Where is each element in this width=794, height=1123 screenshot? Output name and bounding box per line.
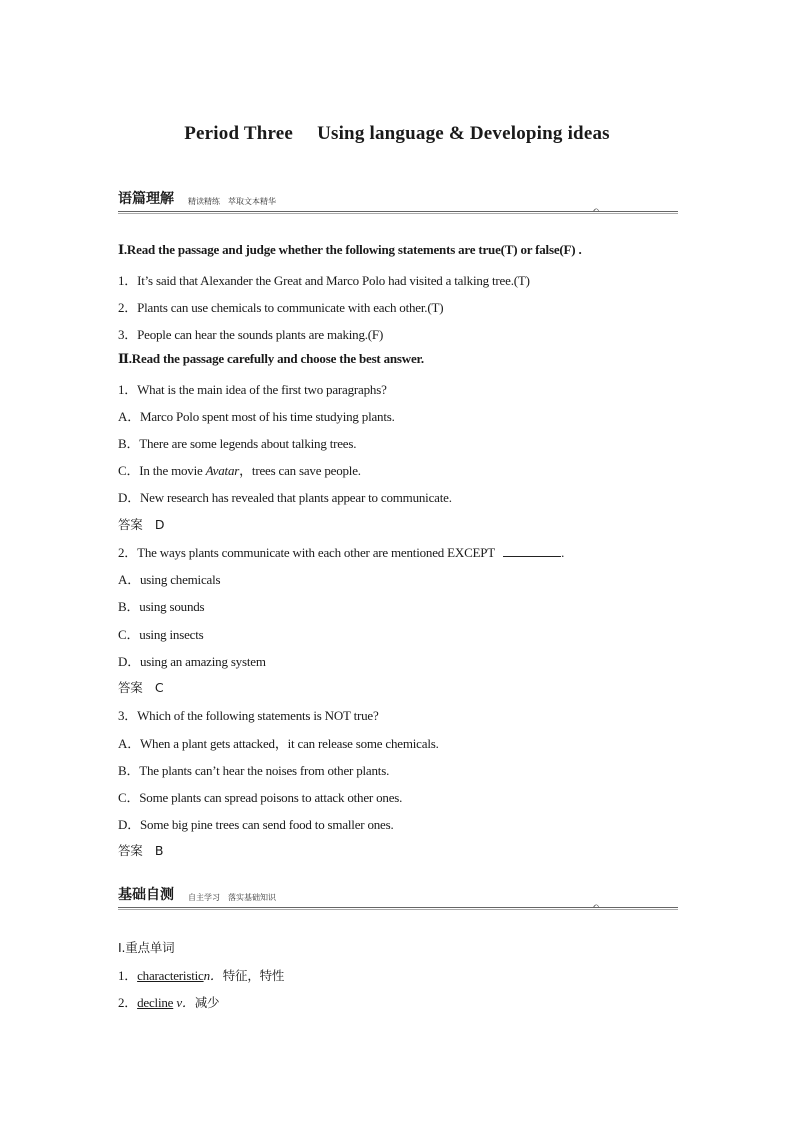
vocab-heading: Ⅰ.重点单词	[118, 940, 175, 955]
title-period: Period Three	[184, 123, 294, 144]
q3-stem: 3．Which of the following statements is NOT true?	[118, 708, 379, 723]
q3-option-b: B．The plants can’t hear the noises from other plants.	[118, 763, 390, 778]
q2-option-c: C．using insects	[118, 627, 204, 642]
q1-option-c	[118, 460, 361, 479]
q1-option-a: A．Marco Polo spent most of his time studying plants.	[118, 409, 395, 424]
q3-option-c: C．Some plants can spread poisons to attack other ones.	[118, 790, 403, 805]
q3-option-a: A．When a plant gets attacked，it can release some chemicals.	[118, 736, 439, 751]
section-header-reading	[118, 190, 678, 215]
q2-option-d: D．using an amazing system	[118, 654, 266, 669]
q3-option-d: D．Some big pine trees can send food to smaller ones.	[118, 817, 394, 832]
q2-option-a: A．using chemicals	[118, 572, 221, 587]
q2-option-b: B．using sounds	[118, 599, 205, 614]
statement-3: 3．People can hear the sounds plants are making.(F)	[118, 327, 384, 342]
answer-blank	[503, 546, 561, 557]
q2-stem	[118, 542, 564, 561]
part2-heading: Ⅱ.Read the passage carefully and choose the best answer.	[118, 351, 424, 366]
vocab-pos: v．	[176, 995, 195, 1010]
statement-2: 2．Plants can use chemicals to communicate with each other.(T)	[118, 300, 444, 315]
part1-heading: Ⅰ.Read the passage and judge whether the following statements are true(T) or false(F) .	[118, 242, 582, 257]
vocab-item	[118, 992, 219, 1011]
q1-option-c-movie: Avatar	[205, 463, 240, 478]
vocab-word: decline	[137, 995, 174, 1010]
q2-stem-end: .	[561, 545, 565, 560]
q1-option-c-pre: C．In the movie	[118, 463, 206, 478]
vocab-number: 1．	[118, 968, 138, 983]
vocab-meaning: 减少	[194, 995, 220, 1010]
vocab-pos: n．	[203, 968, 223, 983]
q1-answer: 答案 D	[118, 517, 165, 532]
vocab-meaning: 特征，特性	[222, 968, 285, 983]
page-title	[0, 123, 794, 145]
title-topic: Using language & Developing ideas	[317, 123, 610, 144]
q2-answer: 答案 C	[118, 680, 164, 695]
vocab-word: characteristic	[137, 968, 204, 983]
vocab-number: 2．	[118, 995, 138, 1010]
q1-option-d: D．New research has revealed that plants appear to communicate.	[118, 490, 452, 505]
q3-answer: 答案 B	[118, 843, 164, 858]
section-title: 基础自测	[118, 887, 174, 903]
q1-option-b: B．There are some legends about talking trees.	[118, 436, 357, 451]
section-header-basics	[118, 886, 678, 911]
section-title: 语篇理解	[118, 191, 174, 207]
divider-mark: ᨈ	[593, 901, 601, 911]
q1-option-c-post: ，trees can save people.	[239, 463, 361, 478]
q1-stem: 1．What is the main idea of the first two paragraphs?	[118, 382, 387, 397]
section-subtitle: 自主学习 落实基础知识	[188, 893, 276, 902]
section-subtitle: 精读精练 萃取文本精华	[188, 197, 276, 206]
q2-stem-text: 2．The ways plants communicate with each other are mentioned EXCEPT	[118, 545, 496, 560]
statement-1: 1．It’s said that Alexander the Great and Marco Polo had visited a talking tree.(T)	[118, 273, 530, 288]
vocab-item	[118, 965, 284, 984]
divider-mark: ᨈ	[593, 205, 601, 215]
